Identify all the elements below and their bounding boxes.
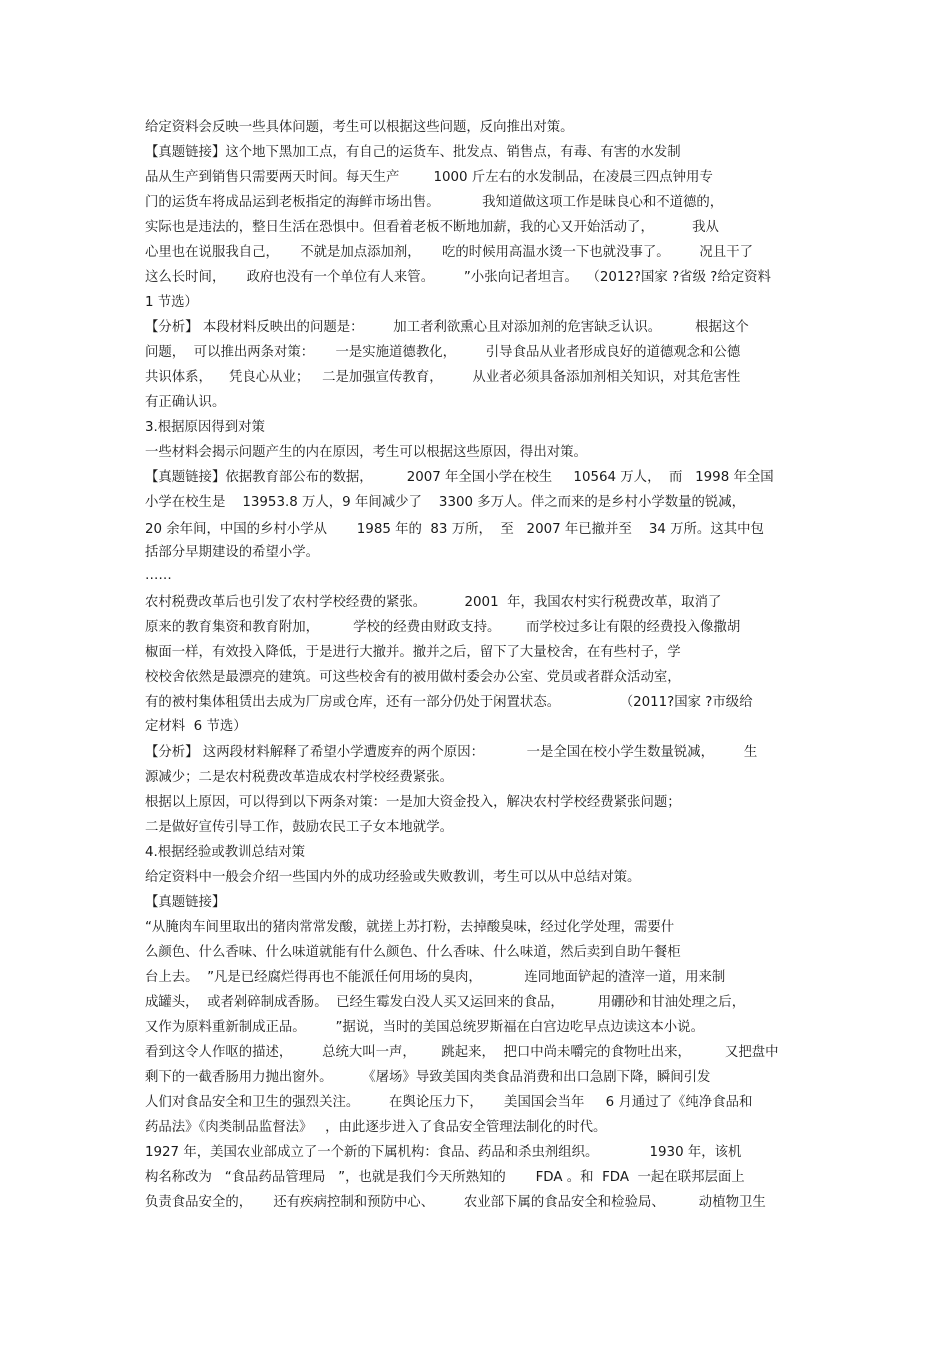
- text-line: 有正确认识。: [145, 395, 226, 410]
- text-line: 问题， 可以推出两条对策： 一是实施道德教化， 引导食品从业者形成良好的道德观念和公德: [145, 345, 741, 360]
- text-line: 构名称改为 “食品药品管理局 ”，也就是我们今天所熟知的 FDA 。和 FDA 一起在联邦层面上: [145, 1170, 745, 1185]
- text-line: 药品法》《肉类制品监督法》 ，由此逐步进入了食品安全管理法制化的时代。: [145, 1120, 607, 1135]
- text-line: 这么长时间， 政府也没有一个单位有人来管。 ”小张向记者坦言。 （2012?国家 ?省级 ?给定资料: [145, 270, 771, 285]
- text-line: 椒面一样，有效投入降低，于是进行大撤并。撤并之后，留下了大量校舍，在有些村子，学: [145, 645, 681, 660]
- text-line: 【真题链接】: [145, 895, 226, 910]
- text-line: 20 余年间，中国的乡村小学从 1985 年的 83 万所， 至 2007 年已撤并至 34 万所。这其中包: [145, 522, 764, 537]
- text-line: 1 节选）: [145, 295, 198, 310]
- text-line: 农村税费改革后也引发了农村学校经费的紧张。 2001 年，我国农村实行税费改革，取消了: [145, 595, 722, 610]
- text-line: 给定资料中一般会介绍一些国内外的成功经验或失败教训，考生可以从中总结对策。: [145, 870, 641, 885]
- text-line: 【分析】 本段材料反映出的问题是： 加工者利欲熏心且对添加剂的危害缺乏认识。 根据这个: [145, 320, 749, 335]
- text-line: 么颜色、什么香味、什么味道就能有什么颜色、什么香味、什么味道，然后卖到自助午餐柜: [145, 945, 681, 960]
- text-line: 成罐头， 或者剁碎制成香肠。 已经生霉发白没人买又运回来的食品， 用硼砂和甘油处理之后，: [145, 995, 746, 1010]
- text-line: 【真题链接】这个地下黑加工点，有自己的运货车、批发点、销售点，有毒、有害的水发制: [145, 145, 681, 160]
- text-line: 看到这令人作呕的描述， 总统大叫一声， 跳起来， 把口中尚未嚼完的食物吐出来， 又把盘中: [145, 1045, 779, 1060]
- text-line: 人们对食品安全和卫生的强烈关注。 在舆论压力下， 美国国会当年 6 月通过了《纯净食品和: [145, 1095, 753, 1110]
- text-line: 校校舍依然是最漂亮的建筑。可这些校舍有的被用做村委会办公室、党员或者群众活动室，: [145, 670, 681, 685]
- text-line: 【真题链接】依据教育部公布的数据， 2007 年全国小学在校生 10564 万人， 而 1998 年全国: [145, 470, 774, 485]
- section-heading: 4.根据经验或教训总结对策: [145, 845, 306, 860]
- text-line: 实际也是违法的，整日生活在恐惧中。但看着老板不断地加薪，我的心又开始活动了， 我从: [145, 220, 719, 235]
- section-heading: 3.根据原因得到对策: [145, 420, 265, 435]
- text-line: 剩下的一截香肠用力抛出窗外。 《屠场》导致美国肉类食品消费和出口急剧下降，瞬间引发: [145, 1070, 711, 1085]
- text-line: 门的运货车将成品运到老板指定的海鲜市场出售。 我知道做这项工作是昧良心和不道德的，: [145, 195, 724, 210]
- text-line: 给定资料会反映一些具体问题，考生可以根据这些问题，反向推出对策。: [145, 120, 574, 135]
- text-line: 小学在校生是 13953.8 万人，9 年间减少了 3300 多万人。伴之而来的是乡村小学数量的锐减，: [145, 495, 746, 510]
- text-line: 括部分早期建设的希望小学。: [145, 545, 320, 560]
- text-line: 根据以上原因，可以得到以下两条对策：一是加大资金投入，解决农村学校经费紧张问题；: [145, 795, 681, 810]
- text-line: 负责食品安全的， 还有疾病控制和预防中心、 农业部下属的食品安全和检验局、 动植物卫生: [145, 1195, 766, 1210]
- text-line: 二是做好宣传引导工作，鼓励农民工子女本地就学。: [145, 820, 453, 835]
- ellipsis-line: ……: [145, 568, 172, 583]
- text-line: 心里也在说服我自己， 不就是加点添加剂， 吃的时候用高温水烫一下也就没事了。 况且干了: [145, 245, 753, 260]
- text-line: 【分析】 这两段材料解释了希望小学遭废弃的两个原因： 一是全国在校小学生数量锐减， 生: [145, 745, 758, 760]
- text-line: 定材料 6 节选）: [145, 719, 247, 734]
- text-line: “从腌肉车间里取出的猪肉常常发酸，就搓上苏打粉，去掉酸臭味，经过化学处理，需要什: [145, 920, 675, 935]
- text-line: 共识体系， 凭良心从业； 二是加强宣传教育， 从业者必须具备添加剂相关知识，对其危害性: [145, 370, 741, 385]
- text-line: 品从生产到销售只需要两天时间。每天生产 1000 斤左右的水发制品，在凌晨三四点钟用专: [145, 170, 713, 185]
- text-line: 有的被村集体租赁出去成为厂房或仓库，还有一部分仍处于闲置状态。 （2011?国家 ?市级给: [145, 695, 753, 710]
- text-line: 原来的教育集资和教育附加， 学校的经费由财政支持。 而学校过多让有限的经费投入像撒胡: [145, 620, 741, 635]
- text-line: 一些材料会揭示问题产生的内在原因，考生可以根据这些原因，得出对策。: [145, 445, 587, 460]
- text-line: 又作为原料重新制成正品。 ”据说，当时的美国总统罗斯福在白宫边吃早点边读这本小说。: [145, 1020, 704, 1035]
- text-line: 1927 年，美国农业部成立了一个新的下属机构：食品、药品和杀虫剂组织。 1930 年，该机: [145, 1145, 742, 1160]
- text-line: 台上去。 ”凡是已经腐烂得再也不能派任何用场的臭肉， 连同地面铲起的渣滓一道，用来制: [145, 970, 726, 985]
- text-line: 源减少；二是农村税费改革造成农村学校经费紧张。: [145, 770, 453, 785]
